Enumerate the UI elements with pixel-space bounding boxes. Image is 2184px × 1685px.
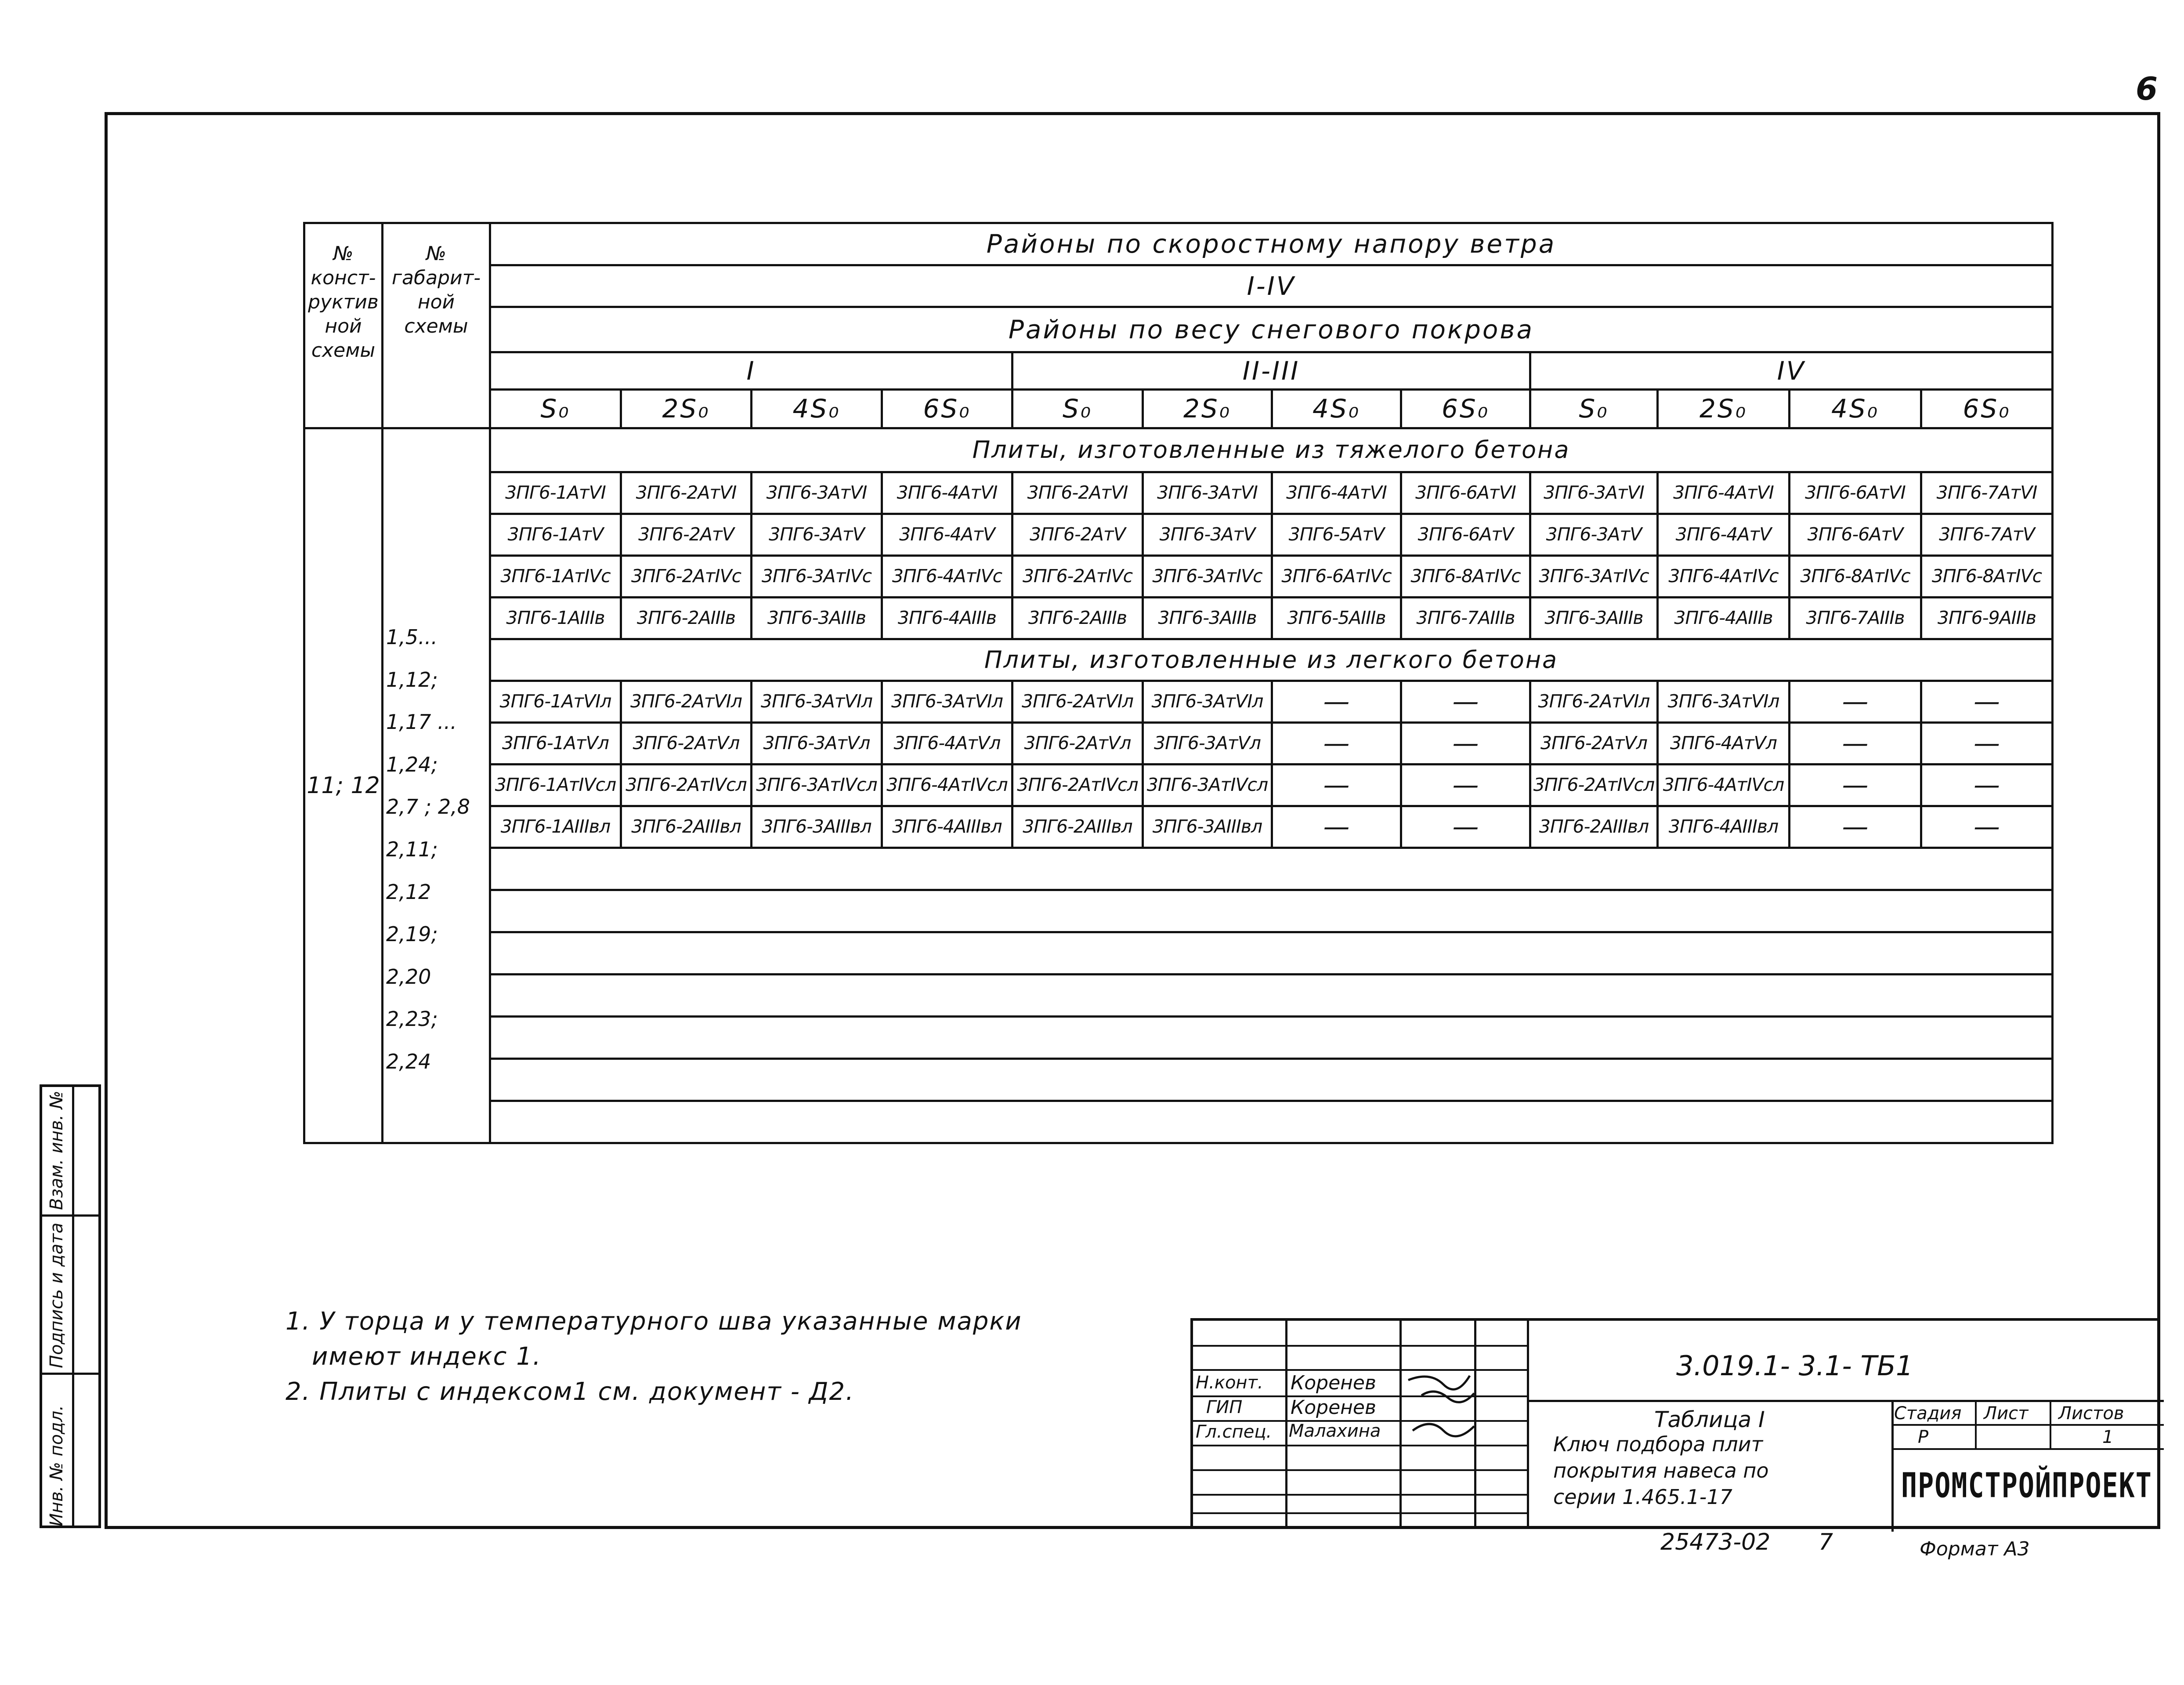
load-header: 2S₀: [1143, 390, 1272, 428]
slab-mark-cell: 3ПГ6-3AIIIв: [1143, 598, 1272, 639]
slab-mark-cell: 3ПГ6-2AтVIл: [1530, 681, 1658, 723]
tb-name-3: Малахина: [1289, 1421, 1381, 1441]
tb-line: [1527, 1321, 1529, 1526]
slab-mark-cell: 3ПГ6-2AтV: [621, 514, 752, 556]
slab-mark-cell: 3ПГ6-2AтVIл: [1012, 681, 1143, 723]
empty-row: [304, 975, 2053, 1017]
slab-mark-cell: 3ПГ6-3AтV: [752, 514, 882, 556]
slab-mark-cell: 3ПГ6-4AтV: [882, 514, 1012, 556]
empty-cell: [490, 1017, 2053, 1059]
snow-header: Районы по весу снегового покрова: [490, 307, 2053, 352]
slab-mark-cell: 3ПГ6-4AтVл: [882, 723, 1012, 765]
slab-mark-cell: —: [1272, 765, 1401, 806]
slab-mark-cell: —: [1790, 723, 1921, 765]
empty-row: [304, 932, 2053, 975]
slab-mark-cell: 3ПГ6-7AIIIв: [1401, 598, 1530, 639]
load-header: 6S₀: [882, 390, 1012, 428]
slab-mark-cell: 3ПГ6-3AтV: [1143, 514, 1272, 556]
slab-mark-cell: 3ПГ6-8AтIVс: [1401, 556, 1530, 598]
tb-line: [1193, 1469, 1527, 1471]
slab-mark-cell: 3ПГ6-7AтV: [1921, 514, 2053, 556]
slab-mark-cell: 3ПГ6-2AIIIв: [621, 598, 752, 639]
col-constructive-l1: конст-: [311, 267, 376, 289]
slab-mark-cell: 3ПГ6-1AIIIв: [490, 598, 621, 639]
slab-mark-cell: 3ПГ6-2AIIIвл: [621, 806, 752, 848]
slab-mark-cell: 3ПГ6-6AтIVс: [1272, 556, 1401, 598]
tb-title-1: Таблица I: [1654, 1407, 1765, 1432]
slab-mark-cell: 3ПГ6-4AIIIв: [882, 598, 1012, 639]
slab-mark-cell: 3ПГ6-3AIIIвл: [752, 806, 882, 848]
order-number: 25473-02: [1660, 1529, 1771, 1555]
wind-range: I-IV: [490, 265, 2053, 307]
load-header: S₀: [490, 390, 621, 428]
slab-mark-cell: —: [1790, 806, 1921, 848]
slab-mark-cell: 3ПГ6-1AтV: [490, 514, 621, 556]
load-header: 4S₀: [1790, 390, 1921, 428]
col-gabarit-l0: №: [426, 243, 446, 265]
tb-role-gip: ГИП: [1206, 1397, 1243, 1417]
slab-mark-cell: 3ПГ6-4AIIIвл: [1658, 806, 1790, 848]
slab-mark-cell: 3ПГ6-4AтIVс: [882, 556, 1012, 598]
tb-title-4: серии 1.465.1-17: [1553, 1485, 1732, 1509]
slab-mark-cell: 3ПГ6-4AтV: [1658, 514, 1790, 556]
slab-mark-cell: 3ПГ6-2AIIIвл: [1530, 806, 1658, 848]
load-header: 2S₀: [1658, 390, 1790, 428]
slab-mark-cell: 3ПГ6-2AтVIл: [621, 681, 752, 723]
slab-selection-table: [303, 222, 2054, 1144]
note-1: 1. У торца и у температурного шва указанные марки: [286, 1307, 1022, 1336]
slab-mark-cell: 3ПГ6-2AтIVсл: [1530, 765, 1658, 806]
slab-mark-cell: 3ПГ6-4AтVI: [1658, 472, 1790, 514]
gabarit-schemes: [383, 428, 490, 1143]
slab-mark-cell: 3ПГ6-2AIIIвл: [1012, 806, 1143, 848]
slab-mark-cell: 3ПГ6-2AтIVсл: [1012, 765, 1143, 806]
tb-name-1: Коренев: [1291, 1372, 1376, 1394]
empty-cell: [490, 848, 2053, 890]
slab-mark-cell: 3ПГ6-6AтV: [1790, 514, 1921, 556]
tb-role-glspec: Гл.спец.: [1196, 1422, 1272, 1442]
title-block: [1190, 1318, 2160, 1529]
tb-code: 3.019.1- 3.1- ТБ1: [1676, 1350, 1913, 1382]
slab-mark-cell: —: [1921, 765, 2053, 806]
snow-group-2: II-III: [1012, 352, 1530, 390]
empty-row: [304, 1101, 2053, 1143]
load-header: 6S₀: [1921, 390, 2053, 428]
slab-mark-cell: 3ПГ6-7AтVI: [1921, 472, 2053, 514]
load-header: 2S₀: [621, 390, 752, 428]
slab-mark-cell: 3ПГ6-3AтVл: [752, 723, 882, 765]
slab-mark-cell: —: [1401, 723, 1530, 765]
slab-mark-cell: 3ПГ6-3AтVIл: [1143, 681, 1272, 723]
slab-mark-cell: 3ПГ6-3AтVI: [1143, 472, 1272, 514]
slab-mark-cell: 3ПГ6-2AтIVс: [1012, 556, 1143, 598]
slab-mark-cell: 3ПГ6-3AтIVсл: [1143, 765, 1272, 806]
slab-mark-cell: 3ПГ6-7AIIIв: [1790, 598, 1921, 639]
load-header: S₀: [1530, 390, 1658, 428]
wind-header: Районы по скоростному напору ветра: [490, 223, 2053, 265]
slab-mark-cell: 3ПГ6-6AтVI: [1401, 472, 1530, 514]
empty-row: [304, 1059, 2053, 1101]
tb-sheets-value: 1: [2102, 1427, 2114, 1447]
tb-stage-value: Р: [1918, 1427, 1929, 1447]
empty-row: [304, 1017, 2053, 1059]
gabarit-l2: 2,7 ; 2,8: [386, 795, 470, 819]
slab-mark-cell: 3ПГ6-2AтVI: [621, 472, 752, 514]
col-constructive-l4: схемы: [311, 339, 376, 362]
col-gabarit-header: [383, 223, 490, 428]
section-heavy: Плиты, изготовленные из тяжелого бетона: [490, 428, 2053, 472]
slab-mark-cell: —: [1401, 806, 1530, 848]
heavy-concrete-row: [304, 598, 2053, 639]
slab-mark-cell: —: [1921, 723, 2053, 765]
tb-sheets-label: Листов: [2058, 1403, 2124, 1424]
tb-line: [1193, 1345, 1527, 1347]
side-stamp: [40, 1084, 101, 1528]
col-constructive-l3: ной: [325, 315, 362, 337]
side-stamp-replace: Взам. инв. №: [47, 1091, 67, 1210]
slab-mark-cell: —: [1272, 681, 1401, 723]
tb-title-3: покрытия навеса по: [1553, 1459, 1769, 1482]
slab-mark-cell: 3ПГ6-3AтIVсл: [752, 765, 882, 806]
gabarit-l1: 1,17 ... 1,24;: [386, 710, 457, 776]
load-header: S₀: [1012, 390, 1143, 428]
slab-mark-cell: 3ПГ6-8AтIVс: [1921, 556, 2053, 598]
gabarit-l3: 2,11; 2,12: [386, 837, 438, 904]
slab-mark-cell: 3ПГ6-8AтIVс: [1790, 556, 1921, 598]
slab-mark-cell: 3ПГ6-3AтVIл: [752, 681, 882, 723]
side-stamp-sep: [42, 1373, 98, 1375]
slab-mark-cell: 3ПГ6-2AтVл: [1530, 723, 1658, 765]
slab-mark-cell: 3ПГ6-2AтVл: [621, 723, 752, 765]
col-gabarit-l1: габарит-: [391, 267, 481, 289]
gabarit-l5: 2,23; 2,24: [386, 1007, 438, 1073]
slab-mark-cell: 3ПГ6-2AтIVсл: [621, 765, 752, 806]
slab-mark-cell: 3ПГ6-9AIIIв: [1921, 598, 2053, 639]
slab-mark-cell: 3ПГ6-1AIIIвл: [490, 806, 621, 848]
slab-mark-cell: 3ПГ6-3AтIVс: [1143, 556, 1272, 598]
slab-mark-cell: 3ПГ6-2AтVI: [1012, 472, 1143, 514]
slab-mark-cell: 3ПГ6-4AтIVсл: [1658, 765, 1790, 806]
empty-row: [304, 890, 2053, 932]
slab-mark-cell: 3ПГ6-3AтVI: [1530, 472, 1658, 514]
slab-mark-cell: 3ПГ6-4AIIIвл: [882, 806, 1012, 848]
light-concrete-row: [304, 765, 2053, 806]
slab-mark-cell: 3ПГ6-3AтVл: [1143, 723, 1272, 765]
tb-line: [1193, 1512, 1527, 1514]
slab-mark-cell: 3ПГ6-3AтVI: [752, 472, 882, 514]
slab-mark-cell: 3ПГ6-2AтIVс: [621, 556, 752, 598]
order-sheet: 7: [1819, 1529, 1833, 1555]
page-number: 6: [2136, 70, 2158, 107]
empty-row: [304, 848, 2053, 890]
tb-line: [1891, 1424, 2164, 1426]
slab-mark-cell: 3ПГ6-2AтV: [1012, 514, 1143, 556]
tb-role-nkont: Н.конт.: [1196, 1373, 1263, 1393]
slab-mark-cell: 3ПГ6-6AтVI: [1790, 472, 1921, 514]
snow-group-3: IV: [1530, 352, 2053, 390]
slab-mark-cell: —: [1272, 806, 1401, 848]
slab-mark-cell: 3ПГ6-1AтVл: [490, 723, 621, 765]
slab-mark-cell: 3ПГ6-3AтIVс: [1530, 556, 1658, 598]
tb-sheet-label: Лист: [1984, 1403, 2029, 1424]
tb-name-2: Коренев: [1291, 1396, 1376, 1419]
tb-line: [1975, 1400, 1977, 1449]
slab-mark-cell: 3ПГ6-3AтIVс: [752, 556, 882, 598]
snow-group-1: I: [490, 352, 1012, 390]
constructive-scheme: 11; 12: [304, 428, 383, 1143]
slab-mark-cell: 3ПГ6-3AIIIв: [752, 598, 882, 639]
heavy-concrete-row: [304, 472, 2053, 514]
empty-cell: [490, 1059, 2053, 1101]
note-1-cont: имеют индекс 1.: [312, 1342, 542, 1371]
note-2: 2. Плиты с индексом1 см. документ - Д2.: [286, 1377, 854, 1406]
load-header: 4S₀: [1272, 390, 1401, 428]
slab-mark-cell: 3ПГ6-3AтV: [1530, 514, 1658, 556]
light-concrete-row: [304, 806, 2053, 848]
slab-mark-cell: 3ПГ6-3AIIIвл: [1143, 806, 1272, 848]
empty-cell: [490, 932, 2053, 975]
slab-mark-cell: —: [1921, 681, 2053, 723]
tb-title-2: Ключ подбора плит: [1553, 1432, 1763, 1456]
side-stamp-inv: Инв. № подл.: [47, 1405, 67, 1526]
slab-mark-cell: 3ПГ6-4AтVл: [1658, 723, 1790, 765]
tb-line: [1891, 1448, 2164, 1450]
gabarit-l4: 2,19; 2,20: [386, 922, 438, 989]
slab-mark-cell: 3ПГ6-6AтV: [1401, 514, 1530, 556]
col-constructive-l2: руктив: [308, 291, 379, 313]
col-constructive-l0: №: [333, 243, 354, 265]
heavy-concrete-row: [304, 556, 2053, 598]
col-constructive-header: [304, 223, 383, 428]
tb-line: [1193, 1494, 1527, 1496]
format-label: Формат А3: [1920, 1538, 2030, 1560]
empty-cell: [490, 890, 2053, 932]
slab-mark-cell: —: [1790, 765, 1921, 806]
tb-stage-label: Стадия: [1894, 1403, 1962, 1424]
slab-mark-cell: —: [1401, 765, 1530, 806]
side-stamp-sep: [42, 1214, 98, 1217]
slab-mark-cell: 3ПГ6-4AтIVсл: [882, 765, 1012, 806]
side-stamp-sign: Подпись и дата: [47, 1222, 67, 1368]
slab-mark-cell: 3ПГ6-1AтVIл: [490, 681, 621, 723]
slab-mark-cell: —: [1272, 723, 1401, 765]
slab-mark-cell: —: [1921, 806, 2053, 848]
section-light: Плиты, изготовленные из легкого бетона: [490, 639, 2053, 681]
load-header: 4S₀: [752, 390, 882, 428]
empty-cell: [490, 975, 2053, 1017]
slab-mark-cell: 3ПГ6-3AтVIл: [1658, 681, 1790, 723]
tb-line: [2050, 1400, 2051, 1449]
empty-cell: [490, 1101, 2053, 1143]
gabarit-l0: 1,5... 1,12;: [386, 625, 438, 692]
slab-mark-cell: 3ПГ6-4AтIVс: [1658, 556, 1790, 598]
load-header: 6S₀: [1401, 390, 1530, 428]
slab-mark-cell: 3ПГ6-1AтIVс: [490, 556, 621, 598]
slab-mark-cell: 3ПГ6-3AIIIв: [1530, 598, 1658, 639]
org-logo: ПРОМСТРОЙПРОЕКТ: [1901, 1466, 2152, 1506]
light-concrete-row: [304, 681, 2053, 723]
col-gabarit-l2: ной: [417, 291, 455, 313]
slab-mark-cell: 3ПГ6-2AтVл: [1012, 723, 1143, 765]
slab-mark-cell: 3ПГ6-4AтVI: [1272, 472, 1401, 514]
heavy-concrete-row: [304, 514, 2053, 556]
tb-line: [1527, 1400, 2164, 1402]
signature-image: [1404, 1354, 1492, 1455]
tb-line: [1891, 1400, 1894, 1532]
slab-mark-cell: 3ПГ6-2AIIIв: [1012, 598, 1143, 639]
slab-mark-cell: 3ПГ6-5AIIIв: [1272, 598, 1401, 639]
slab-mark-cell: 3ПГ6-1AтIVсл: [490, 765, 621, 806]
slab-mark-cell: 3ПГ6-5AтV: [1272, 514, 1401, 556]
col-gabarit-l3: схемы: [404, 315, 468, 337]
slab-mark-cell: 3ПГ6-1AтVI: [490, 472, 621, 514]
slab-mark-cell: —: [1790, 681, 1921, 723]
slab-mark-cell: 3ПГ6-4AIIIв: [1658, 598, 1790, 639]
slab-mark-cell: —: [1401, 681, 1530, 723]
slab-mark-cell: 3ПГ6-3AтVIл: [882, 681, 1012, 723]
light-concrete-row: [304, 723, 2053, 765]
slab-mark-cell: 3ПГ6-4AтVI: [882, 472, 1012, 514]
